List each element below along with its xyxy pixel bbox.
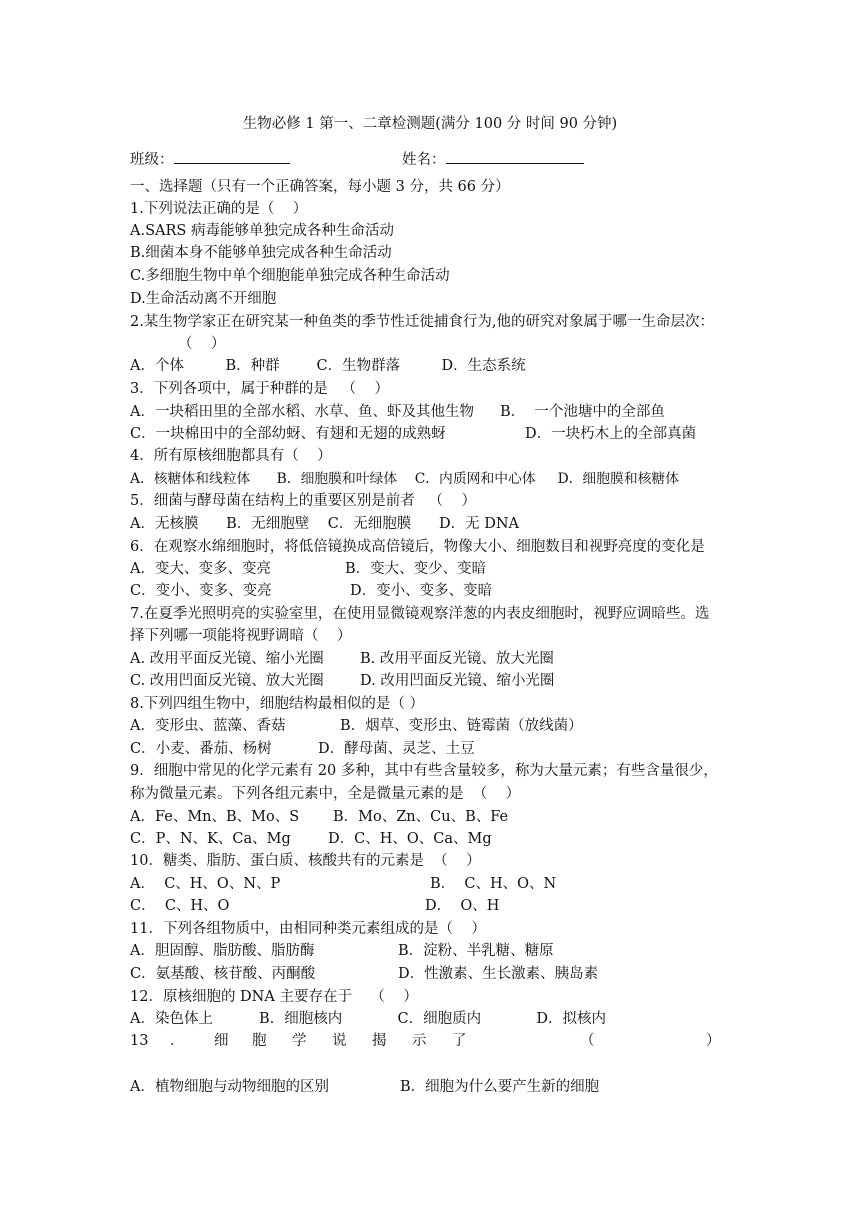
q13-option-a: A．植物细胞与动物细胞的区别 [130,1079,329,1095]
q13-char: 胞 [252,1033,267,1049]
q13-option-b: B．细胞为什么要产生新的细胞 [400,1079,600,1095]
q9-stem-line1: 9．细胞中常见的化学元素有 20 多种，其中有些含量较多，称为大量元素；有些含量很少， [130,763,718,779]
q6-option-a: A．变大、变多、变亮 [130,561,271,577]
q10-option-a: A． C、H、O、N、P [130,876,281,892]
name-blank-line [446,149,584,164]
name-field [402,149,584,169]
q13-char: 学 [292,1033,307,1049]
q3-option-d: D．一块朽木上的全部真菌 [525,426,697,442]
q8-stem: 8.下列四组生物中，细胞结构最相似的是（ ） [130,696,424,712]
q3-stem: 3．下列各项中，属于种群的是 （ ） [130,381,389,397]
q8-option-c: C．小麦、番茄、杨树 [130,741,272,757]
q13-dot: ． [170,1033,185,1049]
q13-paren-left: （ [580,1033,595,1049]
q1-option-c: C.多细胞生物中单个细胞能单独完成各种生命活动 [130,268,450,284]
q11-option-c: C．氨基酸、核苷酸、丙酮酸 [130,966,316,982]
q10-option-c: C． C、H、O [130,898,230,914]
q7-stem-line2: 择下列哪一项能将视野调暗（ ） [130,628,352,644]
q7-option-c: C. 改用凹面反光镜、放大光圈 [130,673,324,689]
q8-option-a: A．变形虫、蓝藻、香菇 [130,718,286,734]
q13-char: 了 [452,1033,467,1049]
q13-char: 示 [412,1033,427,1049]
exam-title: 生物必修 1 第一、二章检测题(满分 100 分 时间 90 分钟) [242,116,618,132]
q9-option-b: B．Mo、Zn、Cu、B、Fe [333,809,509,825]
q2-stem: 2.某生物学家正在研究某一种鱼类的季节性迁徙捕食行为,他的研究对象属于哪一生命层次： [130,314,714,330]
q5-stem: 5．细菌与酵母菌在结构上的重要区别是前者 （ ） [130,493,476,509]
q1-stem: 1.下列说法正确的是（ ） [130,201,308,217]
class-label: 班级： [130,152,174,168]
q8-option-d: D．酵母菌、灵芝、土豆 [318,741,475,757]
q12-options: A．染色体上 B．细胞核内 C．细胞质内 D．拟核内 [130,1011,607,1027]
q13-paren-right: ） [706,1033,721,1049]
q9-option-a: A．Fe、Mn、B、Mo、S [130,809,300,825]
q6-option-b: B．变大、变少、变暗 [345,561,487,577]
q9-option-d: D．C、H、O、Ca、Mg [328,831,492,847]
q13-number: 13 [130,1033,149,1049]
section-heading: 一、选择题（只有一个正确答案，每小题 3 分，共 66 分） [130,179,510,195]
q7-option-b: B. 改用平面反光镜、放大光圈 [360,651,554,667]
name-label: 姓名： [402,152,446,168]
q7-stem-line1: 7.在夏季光照明亮的实验室里，在使用显微镜观察洋葱的内表皮细胞时，视野应调暗些。选 [130,606,710,622]
class-blank-line [174,149,290,164]
q10-option-b: B． C、H、O、N [430,876,557,892]
q13-char: 细 [214,1033,229,1049]
q12-stem: 12．原核细胞的 DNA 主要存在于 （ ） [130,989,418,1005]
q6-stem: 6．在观察水绵细胞时，将低倍镜换成高倍镜后，物像大小、细胞数目和视野亮度的变化是 [130,539,705,555]
q11-option-b: B．淀粉、半乳糖、糖原 [398,943,554,959]
q6-option-c: C．变小、变多、变亮 [130,583,272,599]
q1-option-a: A.SARS 病毒能够单独完成各种生命活动 [130,223,394,239]
q4-options: A．核糖体和线粒体 B．细胞膜和叶绿体 C．内质网和中心体 D．细胞膜和核糖体 [130,471,680,487]
q13-char: 揭 [372,1033,387,1049]
q5-options: A．无核膜 B．无细胞壁 C．无细胞膜 D．无 DNA [130,516,519,532]
q7-option-a: A. 改用平面反光镜、缩小光圈 [130,651,324,667]
q9-stem-line2: 称为微量元素。下列各组元素中，全是微量元素的是 （ ） [130,786,521,802]
q3-option-b: B． 一个池塘中的全部鱼 [500,404,665,420]
q10-option-d: D． O、H [425,898,500,914]
q2-options: A．个体 B．种群 C．生物群落 D．生态系统 [130,358,526,374]
q13-char: 说 [332,1033,347,1049]
q3-option-a: A．一块稻田里的全部水稻、水草、鱼、虾及其他生物 [130,404,474,420]
q9-option-c: C．P、N、K、Ca、Mg [130,831,291,847]
q4-stem: 4．所有原核细胞都具有（ ） [130,448,332,464]
q3-option-c: C．一块棉田中的全部幼蚜、有翅和无翅的成熟蚜 [130,426,446,442]
q1-option-b: B.细菌本身不能够单独完成各种生命活动 [130,245,392,261]
q11-option-a: A．胆固醇、脂肪酸、脂肪酶 [130,943,315,959]
q6-option-d: D．变小、变多、变暗 [350,583,493,599]
q10-stem: 10．糖类、脂肪、蛋白质、核酸共有的元素是 （ ） [130,853,481,869]
q7-option-d: D. 改用凹面反光镜、缩小光圈 [360,673,555,689]
q1-option-d: D.生命活动离不开细胞 [130,291,277,307]
q2-paren: （ ） [178,336,226,352]
q8-option-b: B．烟草、变形虫、链霉菌（放线菌） [340,718,583,734]
q11-stem: 11．下列各组物质中，由相同种类元素组成的是（ ） [130,921,486,937]
class-field [130,149,290,169]
q11-option-d: D．性激素、生长激素、胰岛素 [398,966,599,982]
